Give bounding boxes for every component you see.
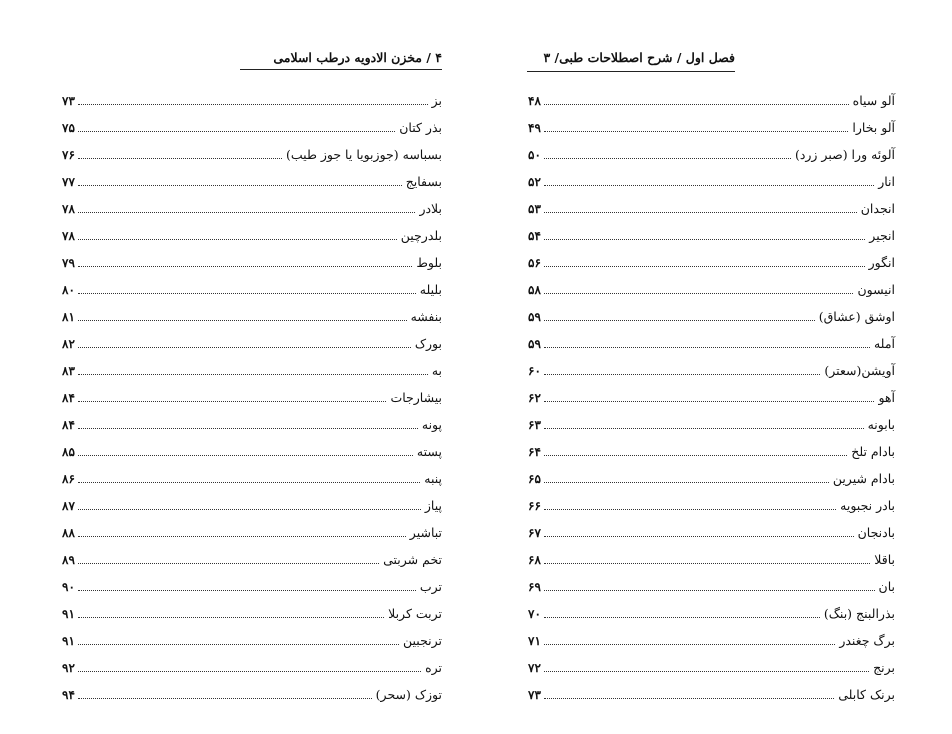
toc-entry-page-number: ۸۴ (62, 418, 75, 432)
toc-entry-title: آمله (873, 336, 895, 351)
toc-entry-title: بادام شیرین (832, 471, 895, 486)
toc-entry-page-number: ۵۹ (528, 337, 541, 351)
dot-leader (544, 211, 857, 213)
dot-leader (78, 238, 397, 240)
toc-entry (528, 136, 895, 163)
toc-entry (528, 352, 895, 379)
dot-leader (78, 319, 407, 321)
dot-leader (78, 373, 428, 375)
dot-leader (544, 130, 848, 132)
dot-leader (78, 103, 428, 105)
toc-entry-page-number: ۸۴ (62, 391, 75, 405)
toc-entry-page-number: ۸۹ (62, 553, 75, 567)
toc-entry-title: بسفایج (405, 174, 442, 189)
toc-entry-title: انجدان (860, 201, 895, 216)
toc-entry (528, 82, 895, 109)
toc-entry (62, 217, 442, 244)
toc-entry-page-number: ۶۵ (528, 472, 541, 486)
dot-leader (544, 103, 849, 105)
toc-entry (528, 190, 895, 217)
toc-entry-title: انیسون (857, 282, 895, 297)
toc-entry (528, 109, 895, 136)
toc-entry-page-number: ۸۷ (62, 499, 75, 513)
toc-entry-title: پنبه (424, 471, 442, 486)
dot-leader (78, 589, 416, 591)
toc-entry-page-number: ۷۸ (62, 202, 75, 216)
toc-entry-page-number: ۹۴ (62, 688, 75, 702)
toc-entry (62, 271, 442, 298)
toc-entry-title: آهو (878, 390, 895, 405)
toc-entry-title: تربت کربلا (388, 606, 442, 621)
dot-leader (544, 319, 815, 321)
toc-entry-title: برنک کابلی (838, 687, 895, 702)
toc-entry-page-number: ۶۲ (528, 391, 541, 405)
toc-entry (62, 460, 442, 487)
toc-entry-page-number: ۸۵ (62, 445, 75, 459)
toc-entry-page-number: ۷۰ (528, 607, 541, 621)
toc-entry (62, 190, 442, 217)
dot-leader (78, 157, 282, 159)
toc-entry-page-number: ۷۳ (62, 94, 75, 108)
dot-leader (78, 346, 411, 348)
toc-entry-title: به (431, 363, 442, 378)
dot-leader (78, 616, 384, 618)
toc-entry (62, 406, 442, 433)
toc-entry (528, 595, 895, 622)
toc-entry-title: بز (431, 93, 442, 108)
toc-entry-title: ترنجبین (403, 633, 442, 648)
left-page-header: ۴ / مخزن الادویه درطب اسلامی (240, 50, 442, 70)
toc-entry (62, 82, 442, 109)
toc-entry-title: پیاز (424, 498, 442, 513)
toc-entry-title: بلیله (419, 282, 442, 297)
toc-entry (528, 325, 895, 352)
dot-leader (78, 697, 372, 699)
left-toc-list (62, 82, 442, 703)
toc-entry-page-number: ۵۸ (528, 283, 541, 297)
toc-entry-page-number: ۷۵ (62, 121, 75, 135)
toc-entry-title: تره (425, 660, 442, 675)
toc-entry (528, 406, 895, 433)
toc-entry-title: بادنجان (857, 525, 895, 540)
dot-leader (544, 454, 847, 456)
dot-leader (544, 481, 829, 483)
toc-entry (528, 514, 895, 541)
toc-entry-page-number: ۷۲ (528, 661, 541, 675)
dot-leader (78, 292, 416, 294)
toc-entry-page-number: ۷۷ (62, 175, 75, 189)
toc-entry (528, 271, 895, 298)
right-page (528, 0, 895, 734)
toc-entry (528, 460, 895, 487)
toc-entry-page-number: ۴۸ (528, 94, 541, 108)
toc-entry-page-number: ۶۸ (528, 553, 541, 567)
dot-leader (78, 454, 413, 456)
toc-entry-title: آلوئه ورا (صبر زرد) (794, 147, 895, 162)
toc-entry (62, 514, 442, 541)
toc-entry-title: پسته (416, 444, 442, 459)
toc-entry (62, 541, 442, 568)
toc-entry (528, 487, 895, 514)
toc-entry-page-number: ۵۹ (528, 310, 541, 324)
dot-leader (544, 157, 791, 159)
toc-entry (62, 298, 442, 325)
dot-leader (78, 508, 421, 510)
toc-entry (528, 541, 895, 568)
toc-entry (528, 649, 895, 676)
toc-entry-page-number: ۸۳ (62, 364, 75, 378)
dot-leader (544, 643, 835, 645)
toc-entry (528, 244, 895, 271)
toc-entry (528, 298, 895, 325)
toc-entry (62, 622, 442, 649)
header-divider (527, 71, 735, 72)
dot-leader (78, 265, 412, 267)
toc-entry-page-number: ۶۶ (528, 499, 541, 513)
toc-entry (62, 568, 442, 595)
toc-entry-page-number: ۶۳ (528, 418, 541, 432)
toc-entry-title: انگور (868, 255, 895, 270)
toc-entry (528, 622, 895, 649)
dot-leader (78, 427, 418, 429)
toc-entry-title: بیشارجات (390, 390, 442, 405)
dot-leader (78, 130, 395, 132)
dot-leader (544, 292, 853, 294)
toc-entry-page-number: ۵۲ (528, 175, 541, 189)
toc-entry-page-number: ۷۹ (62, 256, 75, 270)
dot-leader (544, 589, 875, 591)
toc-entry-page-number: ۶۹ (528, 580, 541, 594)
toc-entry (62, 352, 442, 379)
toc-entry (62, 244, 442, 271)
dot-leader (544, 670, 869, 672)
toc-entry (62, 325, 442, 352)
toc-entry-title: بان (878, 579, 895, 594)
dot-leader (78, 643, 399, 645)
toc-entry (62, 595, 442, 622)
dot-leader (544, 427, 864, 429)
toc-entry (62, 136, 442, 163)
toc-entry (528, 676, 895, 703)
toc-entry (62, 676, 442, 703)
toc-entry-page-number: ۶۷ (528, 526, 541, 540)
toc-entry-title: بنفشه (410, 309, 442, 324)
dot-leader (544, 535, 854, 537)
toc-entry-page-number: ۶۴ (528, 445, 541, 459)
toc-entry (62, 649, 442, 676)
toc-entry-title: آویشن(سعتر) (824, 363, 895, 378)
toc-entry-title: اوشق (عشاق) (818, 309, 895, 324)
toc-entry-title: برگ چغندر (839, 633, 895, 648)
toc-entry-title: بادر نجبویه (840, 498, 895, 513)
toc-entry-page-number: ۷۸ (62, 229, 75, 243)
toc-entry-title: بلادر (419, 201, 442, 216)
toc-entry (528, 379, 895, 406)
dot-leader (78, 562, 379, 564)
toc-entry-page-number: ۷۶ (62, 148, 75, 162)
toc-entry-title: توزک (سحر) (375, 687, 442, 702)
toc-entry-page-number: ۸۲ (62, 337, 75, 351)
left-page (62, 0, 442, 734)
toc-entry-title: انجیر (869, 228, 895, 243)
toc-entry-page-number: ۹۱ (62, 634, 75, 648)
toc-entry-title: بابونه (867, 417, 895, 432)
dot-leader (544, 265, 865, 267)
toc-entry-title: برنج (873, 660, 895, 675)
toc-entry-title: آلو بخارا (852, 120, 895, 135)
dot-leader (544, 616, 820, 618)
dot-leader (78, 535, 406, 537)
toc-entry-page-number: ۹۰ (62, 580, 75, 594)
right-toc-list (528, 82, 895, 703)
toc-entry-page-number: ۵۰ (528, 148, 541, 162)
toc-entry-page-number: ۵۳ (528, 202, 541, 216)
toc-entry-title: انار (878, 174, 895, 189)
toc-entry-page-number: ۹۱ (62, 607, 75, 621)
dot-leader (78, 400, 386, 402)
toc-entry-title: بذرالبنج (بنگ) (823, 606, 895, 621)
toc-entry-title: بسباسه (جوزبویا یا جوز طیب) (286, 147, 442, 162)
dot-leader (544, 373, 820, 375)
toc-entry-page-number: ۷۳ (528, 688, 541, 702)
toc-entry-page-number: ۹۲ (62, 661, 75, 675)
toc-entry-page-number: ۴۹ (528, 121, 541, 135)
dot-leader (544, 508, 836, 510)
toc-entry-page-number: ۷۱ (528, 634, 541, 648)
toc-entry (528, 217, 895, 244)
toc-entry (62, 163, 442, 190)
toc-entry-page-number: ۸۶ (62, 472, 75, 486)
toc-entry-page-number: ۶۰ (528, 364, 541, 378)
toc-entry-title: بادام تلخ (851, 444, 895, 459)
dot-leader (78, 211, 415, 213)
dot-leader (78, 670, 421, 672)
toc-entry (62, 109, 442, 136)
toc-entry (528, 433, 895, 460)
toc-entry-title: بذر کتان (399, 120, 442, 135)
toc-entry-title: تخم شربتی (383, 552, 442, 567)
toc-entry-title: بلوط (416, 255, 442, 270)
toc-entry (62, 379, 442, 406)
toc-entry-page-number: ۸۱ (62, 310, 75, 324)
toc-entry-page-number: ۸۸ (62, 526, 75, 540)
dot-leader (544, 400, 874, 402)
dot-leader (544, 562, 870, 564)
toc-entry (62, 487, 442, 514)
dot-leader (544, 346, 870, 348)
toc-entry (62, 433, 442, 460)
dot-leader (544, 697, 834, 699)
toc-entry-page-number: ۵۴ (528, 229, 541, 243)
right-page-header: فصل اول / شرح اصطلاحات طبی/ ۳ (543, 50, 735, 65)
toc-entry-page-number: ۵۶ (528, 256, 541, 270)
dot-leader (544, 238, 865, 240)
dot-leader (78, 184, 402, 186)
toc-entry-title: باقلا (874, 552, 895, 567)
toc-entry-page-number: ۸۰ (62, 283, 75, 297)
toc-entry (528, 568, 895, 595)
toc-entry-title: ترب (419, 579, 442, 594)
toc-entry-title: بلدرچین (400, 228, 442, 243)
dot-leader (78, 481, 420, 483)
toc-entry-title: تباشیر (409, 525, 442, 540)
toc-entry (528, 163, 895, 190)
dot-leader (544, 184, 874, 186)
toc-entry-title: پونه (421, 417, 442, 432)
toc-entry-title: بورک (414, 336, 442, 351)
toc-entry-title: آلو سیاه (852, 93, 895, 108)
